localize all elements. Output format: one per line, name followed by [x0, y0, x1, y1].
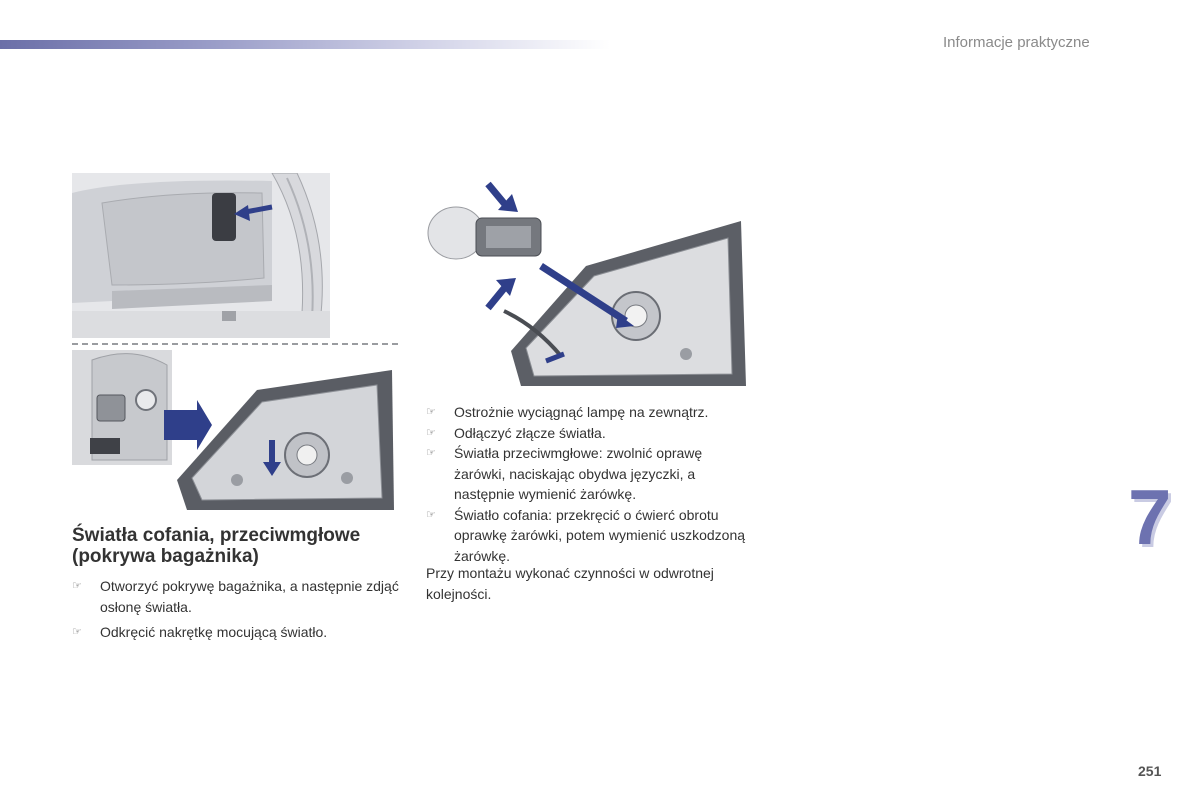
left-instruction-list: [72, 576, 402, 643]
trunk-lid-illustration: [72, 173, 330, 338]
bulb-removal-illustration: [426, 176, 748, 388]
pointing-hand-icon: ☞: [72, 580, 82, 592]
pointing-hand-icon: ☞: [426, 447, 436, 459]
header-accent-bar: [0, 40, 610, 49]
step-text: Światła przeciwmgłowe: zwolnić oprawę żarówki, naciskając obydwa języczki, a następnie wymienić żarówkę.: [454, 445, 703, 502]
list-item: [72, 622, 402, 643]
pointing-hand-icon: ☞: [72, 626, 82, 638]
list-item: [426, 402, 756, 423]
chapter-number: 7: [1128, 473, 1172, 561]
list-item: [426, 443, 756, 505]
pointing-hand-icon: ☞: [426, 508, 436, 521]
section-heading: Światła cofania, przeciwmgłowe (pokrywa bagażnika): [72, 525, 361, 567]
list-item: [72, 576, 402, 617]
lamp-cover-illustration: [72, 350, 398, 515]
section-title: Informacje praktyczne: [943, 34, 1090, 51]
list-item: [426, 423, 756, 444]
pointing-hand-icon: ☞: [426, 426, 436, 439]
step-text: Odkręcić nakrętkę mocującą światło.: [100, 624, 328, 640]
list-item: [426, 505, 756, 567]
right-instruction-list: [426, 402, 756, 566]
step-text: Otworzyć pokrywę bagażnika, a następnie zdjąć osłonę światła.: [100, 578, 399, 615]
step-text: Odłączyć złącze światła.: [454, 424, 606, 441]
figure-separator: [72, 343, 398, 345]
pointing-hand-icon: ☞: [426, 406, 436, 418]
reassembly-note: Przy montażu wykonać czynności w odwrotnej kolejności.: [426, 565, 714, 602]
page-number: 251: [1138, 763, 1162, 779]
step-text: Ostrożnie wyciągnąć lampę na zewnątrz.: [454, 404, 709, 420]
step-text: Światło cofania: przekręcić o ćwierć obrotu oprawkę żarówki, potem wymienić uszkodzoną żarówkę.: [454, 506, 746, 564]
